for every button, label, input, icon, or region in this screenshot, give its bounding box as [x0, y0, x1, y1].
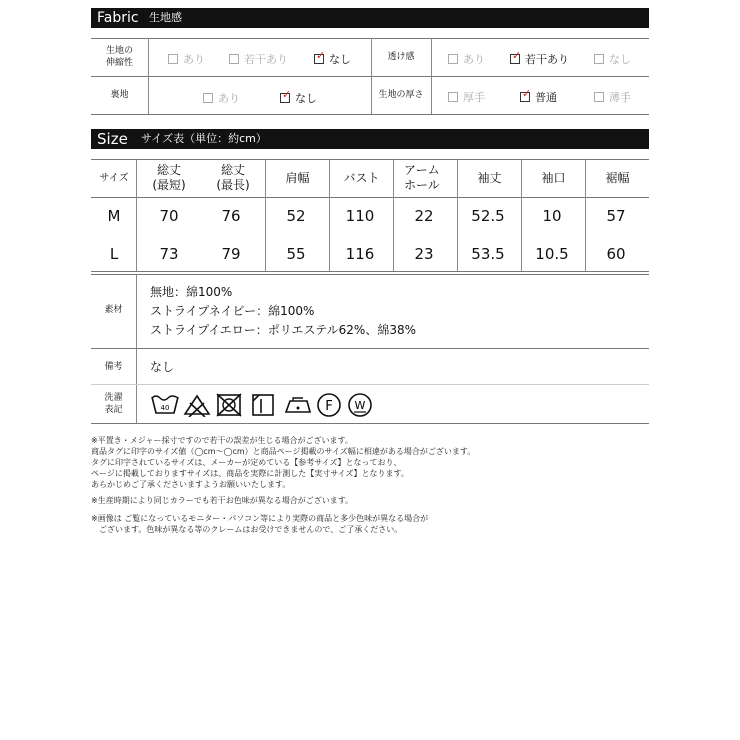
sheer-option-yes: あり — [448, 51, 485, 67]
stretch-option-none: ✓ なし — [316, 49, 351, 66]
col-header-length-min: 総丈 (最短) — [152, 163, 186, 192]
cell: 116 — [345, 245, 375, 263]
cell: 10.5 — [535, 245, 569, 263]
lining-label: 裏地 — [110, 90, 129, 100]
cell: 76 — [221, 207, 241, 225]
note-line: ございます。色味が異なる等のクレームはお受けできませんので、ご了承ください。 — [91, 525, 403, 534]
col-header-cuff: 袖口 — [541, 171, 566, 185]
fabric-title: Fabric — [97, 10, 139, 26]
cell: 70 — [159, 207, 179, 225]
size-subtitle: サイズ表（単位：約cm） — [141, 132, 267, 145]
cell: 10 — [542, 207, 562, 225]
remarks-label: 備考 — [104, 362, 123, 372]
lining-option-none: ✓ なし — [282, 88, 317, 105]
cell: 52.5 — [471, 207, 505, 225]
stretch-label: 生地の 伸縮性 — [105, 46, 133, 68]
note-line: ※平置き・メジャー採寸ですので若干の誤差が生じる場合がございます。 — [91, 436, 353, 445]
sheer-label: 透け感 — [387, 52, 415, 62]
check-icon: ✓ — [522, 87, 532, 100]
wet-clean-letter: W — [354, 399, 366, 412]
col-header-shoulder: 肩幅 — [285, 171, 310, 185]
iron-low-icon — [283, 395, 313, 415]
lining-option-yes: あり — [203, 90, 240, 106]
col-header-armhole: アーム ホール — [404, 163, 440, 192]
dry-clean-letter: F — [325, 399, 333, 414]
note-line: ページに掲載しておりますサイズは、商品を実際に計測した【実寸サイズ】となります。 — [91, 469, 409, 478]
col-header-bust: バスト — [343, 171, 380, 185]
check-icon: ✓ — [316, 49, 326, 62]
material-line-2: ストライプネイビー：綿100% — [150, 304, 315, 318]
wash-40-icon — [150, 391, 180, 417]
col-header-length-max: 総丈 (最長) — [216, 163, 250, 192]
stretch-option-yes: あり — [168, 51, 205, 67]
cell: 60 — [606, 245, 626, 263]
note-line: ※生産時期により同じカラーでも若干お色味が異なる場合がございます。 — [91, 496, 354, 505]
stretch-option-slight: 若干あり — [229, 51, 288, 67]
cell: 52 — [286, 207, 306, 225]
remarks-value: なし — [150, 360, 175, 374]
note-line: あらかじめご了承くださいますようお願いいたします。 — [91, 480, 291, 489]
cell: 73 — [159, 245, 179, 263]
check-icon: ✓ — [512, 49, 522, 62]
cell: 79 — [221, 245, 241, 263]
cell: 22 — [414, 207, 434, 225]
material-line-1: 無地：綿100% — [150, 285, 233, 299]
cell: 55 — [286, 245, 306, 263]
check-icon: ✓ — [282, 88, 292, 101]
note-line: 商品タグに印字のサイズ値（◯cm〜◯cm）と商品ページ掲載のサイズ幅に相違がある場合がございます。 — [91, 447, 476, 456]
cell: 110 — [345, 207, 375, 225]
care-label: 洗濯 表記 — [104, 393, 123, 415]
fabric-subtitle: 生地感 — [149, 11, 182, 24]
note-line: ※画像は ご覧になっているモニター・パソコン等により実際の商品と多少色味が異なる場合が — [91, 514, 429, 523]
row-size-label: M — [107, 207, 121, 225]
dry-clean-f-icon — [316, 392, 342, 418]
size-title: Size — [97, 130, 128, 148]
cell: 53.5 — [471, 245, 505, 263]
col-header-sleeve: 袖丈 — [477, 171, 502, 185]
wash-temp-label: 40 — [160, 404, 170, 412]
size-header-bar — [91, 129, 649, 149]
thickness-label: 生地の厚さ — [378, 90, 424, 100]
note-line: タグに印字されているサイズは、メーカーが定めている【参考サイズ】となっており、 — [91, 458, 402, 467]
no-tumble-dry-icon — [216, 393, 242, 417]
thickness-option-thick: 厚手 — [448, 89, 485, 105]
hang-dry-icon — [251, 393, 275, 417]
sheer-option-slight: ✓ 若干あり — [512, 49, 569, 66]
thickness-option-thin: 薄手 — [594, 89, 631, 105]
row-size-label: L — [109, 245, 119, 263]
material-label: 素材 — [104, 305, 123, 315]
thickness-option-normal: ✓ 普通 — [522, 87, 557, 104]
wet-clean-w-icon — [347, 392, 373, 418]
col-header-hem: 裾幅 — [605, 171, 630, 185]
no-bleach-icon — [183, 393, 211, 417]
cell: 23 — [414, 245, 434, 263]
cell: 57 — [606, 207, 626, 225]
sheer-option-none: なし — [594, 51, 631, 67]
material-line-3: ストライプイエロー：ポリエステル62%、綿38% — [150, 323, 416, 337]
col-header-size: サイズ — [99, 173, 129, 184]
fabric-header-bar — [91, 8, 649, 28]
